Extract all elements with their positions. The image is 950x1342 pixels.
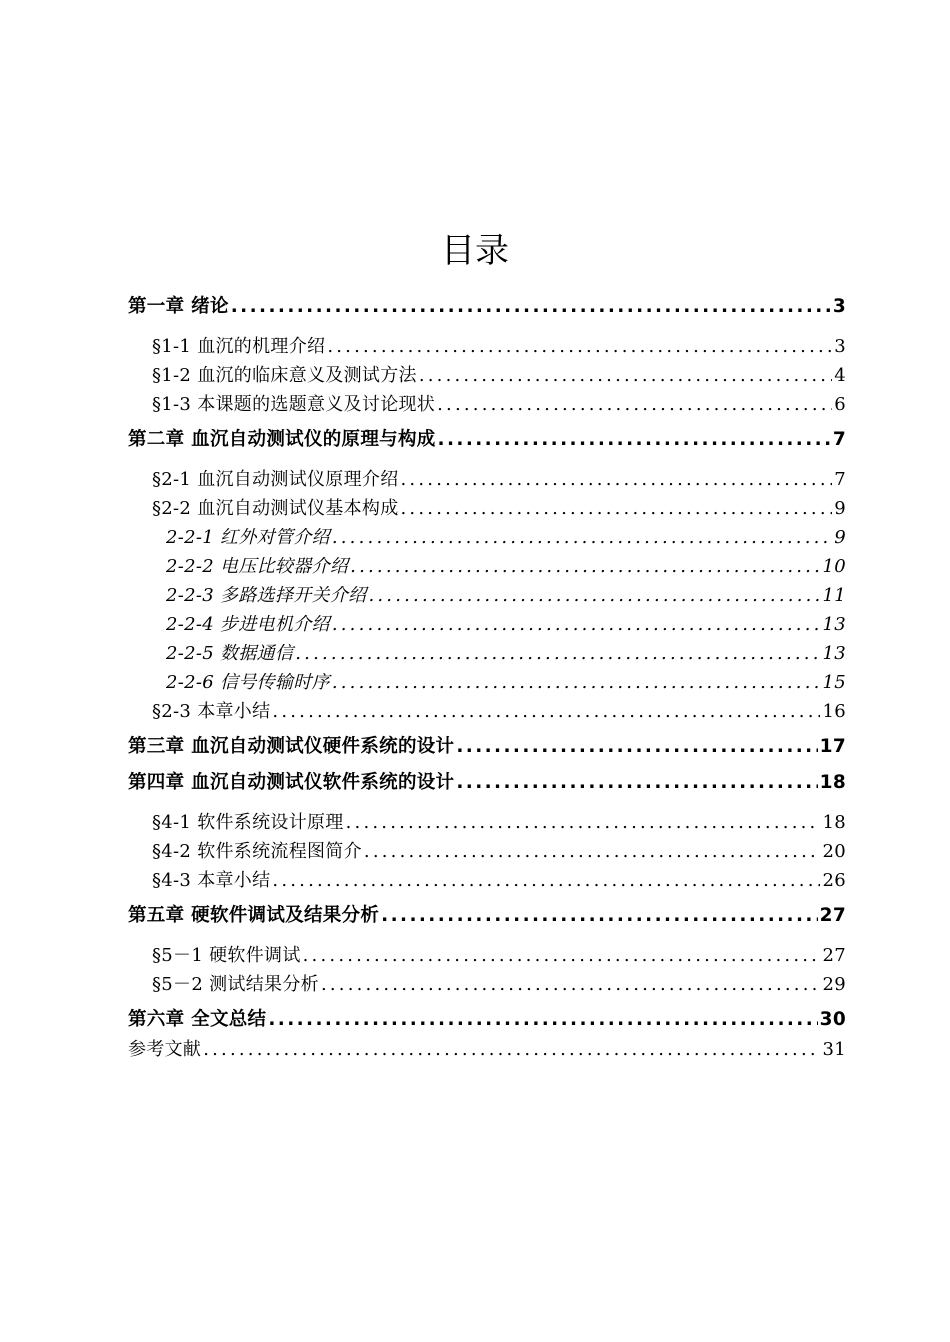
toc-page-number: 15	[822, 672, 846, 693]
toc-subsection-2-2-6[interactable]	[128, 668, 846, 697]
toc-entry-label: §5－2 测试结果分析	[152, 974, 319, 995]
toc-page-number: 20	[822, 841, 846, 862]
dot-leader	[436, 425, 831, 455]
toc-chapter-2[interactable]	[128, 425, 846, 455]
toc-page-number: 16	[822, 701, 846, 722]
toc-page-number: 13	[822, 614, 846, 635]
toc-section-1-3[interactable]	[128, 390, 846, 419]
toc-page-number: 26	[822, 870, 846, 891]
toc-section-1-2[interactable]	[128, 361, 846, 390]
toc-entry-label: 第一章 绪论	[128, 296, 229, 317]
toc-subsection-2-2-5[interactable]	[128, 639, 846, 668]
toc-page-number: 30	[819, 1009, 846, 1030]
toc-section-4-1[interactable]	[128, 808, 846, 837]
dot-leader	[229, 292, 831, 322]
toc-entry-label: 2-2-3 多路选择开关介绍	[166, 585, 367, 606]
toc-entry-label: 参考文献	[128, 1039, 202, 1060]
dot-leader	[435, 390, 832, 419]
toc-section-4-2[interactable]	[128, 837, 846, 866]
dot-leader	[330, 610, 821, 639]
toc-entry-label: §4-3 本章小结	[152, 870, 271, 891]
toc-page-number: 27	[819, 905, 846, 926]
dot-leader	[399, 494, 833, 523]
toc-entry-label: §2-2 血沉自动测试仪基本构成	[152, 498, 399, 519]
toc-entry-label: 2-2-2 电压比较器介绍	[166, 556, 349, 577]
toc-chapter-1[interactable]	[128, 292, 846, 322]
page-title: 目录	[441, 231, 509, 271]
toc-entry-label: 2-2-1 红外对管介绍	[166, 527, 330, 548]
toc-chapter-5[interactable]	[128, 901, 846, 931]
toc-section-2-2[interactable]	[128, 494, 846, 523]
toc-page-number: 3	[832, 296, 846, 317]
toc-subsection-2-2-2[interactable]	[128, 552, 846, 581]
toc-entry-label: 2-2-5 数据通信	[166, 643, 294, 664]
dot-leader	[270, 697, 820, 726]
toc-entry-label: 2-2-4 步进电机介绍	[166, 614, 330, 635]
dot-leader	[319, 970, 821, 999]
toc-page-number: 18	[822, 812, 846, 833]
toc-subsection-2-2-1[interactable]	[128, 523, 846, 552]
dot-leader	[348, 552, 820, 581]
toc-section-2-1[interactable]	[128, 465, 846, 494]
toc-page-number: 4	[834, 365, 846, 386]
dot-leader	[270, 866, 820, 895]
toc-page-number: 9	[834, 498, 846, 519]
dot-leader	[379, 901, 817, 931]
dot-leader	[344, 808, 821, 837]
toc-page-number: 29	[822, 974, 846, 995]
dot-leader	[362, 837, 821, 866]
toc-page-number: 7	[832, 429, 846, 450]
toc-section-1-1[interactable]	[128, 332, 846, 361]
toc-section-4-3[interactable]	[128, 866, 846, 895]
toc-entry-label: 第三章 血沉自动测试仪硬件系统的设计	[128, 736, 455, 757]
toc-section-5-1[interactable]	[128, 941, 846, 970]
dot-leader	[454, 732, 817, 762]
dot-leader	[325, 332, 832, 361]
dot-leader	[330, 668, 821, 697]
toc-page-number: 11	[822, 585, 846, 606]
toc-entry-label: 第四章 血沉自动测试仪软件系统的设计	[128, 772, 455, 793]
toc-subsection-2-2-3[interactable]	[128, 581, 846, 610]
toc-page-number: 18	[819, 772, 846, 793]
dot-leader	[266, 1005, 817, 1035]
dot-leader	[454, 768, 817, 798]
toc-page-number: 27	[822, 945, 846, 966]
toc-chapter-4[interactable]	[128, 768, 846, 798]
toc-chapter-6[interactable]	[128, 1005, 846, 1035]
toc-entry-label: §1-2 血沉的临床意义及测试方法	[152, 365, 417, 386]
toc-page-number: 10	[822, 556, 846, 577]
dot-leader	[201, 1035, 820, 1064]
toc-section-5-2[interactable]	[128, 970, 846, 999]
toc-entry-label: §2-3 本章小结	[152, 701, 271, 722]
toc-entry-label: §1-3 本课题的选题意义及讨论现状	[152, 394, 436, 415]
toc-entry-label: 第六章 全文总结	[128, 1009, 267, 1030]
toc-page-number: 13	[822, 643, 846, 664]
toc-subsection-2-2-4[interactable]	[128, 610, 846, 639]
dot-leader	[417, 361, 832, 390]
dot-leader	[301, 941, 821, 970]
toc-page-number: 31	[822, 1039, 846, 1060]
toc-page-number: 3	[834, 336, 846, 357]
toc-page-number: 9	[834, 527, 846, 548]
toc-entry-label: §2-1 血沉自动测试仪原理介绍	[152, 469, 399, 490]
dot-leader	[293, 639, 820, 668]
dot-leader	[366, 581, 820, 610]
toc-section-2-3[interactable]	[128, 697, 846, 726]
toc-entry-label: §4-1 软件系统设计原理	[152, 812, 344, 833]
toc-page-number: 17	[819, 736, 846, 757]
toc-entry-label: 2-2-6 信号传输时序	[166, 672, 330, 693]
dot-leader	[330, 523, 832, 552]
dot-leader	[399, 465, 833, 494]
toc-references[interactable]	[128, 1035, 846, 1064]
toc-page-number: 6	[834, 394, 846, 415]
toc-entry-label: 第二章 血沉自动测试仪的原理与构成	[128, 429, 436, 450]
toc-entry-label: §4-2 软件系统流程图简介	[152, 841, 362, 862]
toc-chapter-3[interactable]	[128, 732, 846, 762]
toc-page-number: 7	[834, 469, 846, 490]
toc-entry-label: §1-1 血沉的机理介绍	[152, 336, 326, 357]
toc-entry-label: §5－1 硬软件调试	[152, 945, 301, 966]
table-of-contents	[128, 292, 846, 1064]
toc-entry-label: 第五章 硬软件调试及结果分析	[128, 905, 380, 926]
